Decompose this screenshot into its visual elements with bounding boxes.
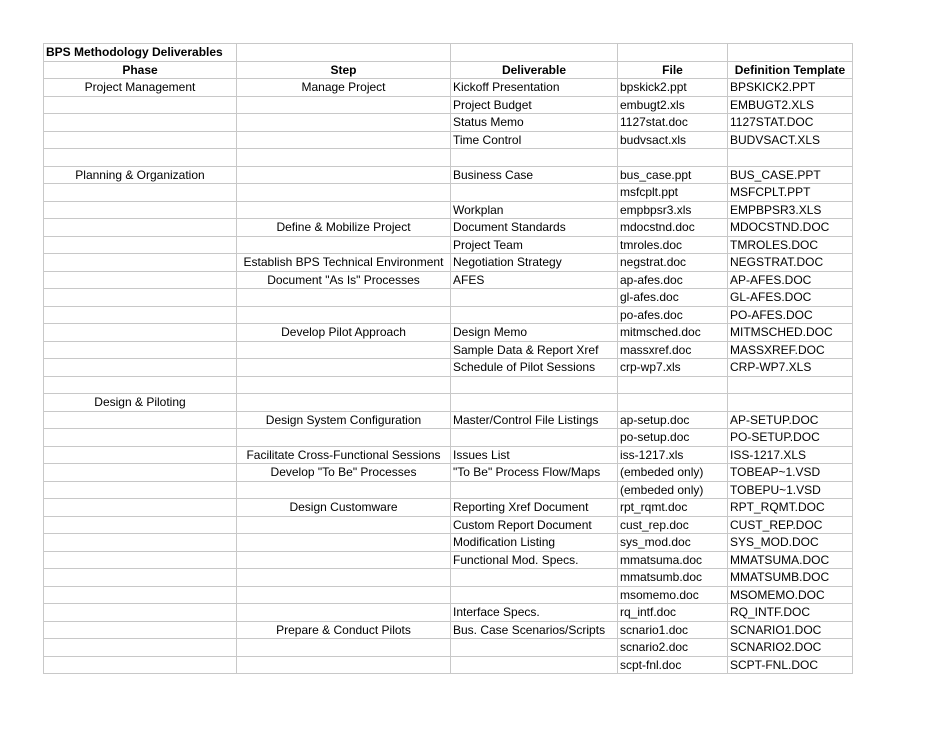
table-row bbox=[44, 184, 853, 202]
phase-cell[interactable] bbox=[44, 639, 237, 657]
table-row bbox=[44, 569, 853, 587]
step-cell[interactable] bbox=[237, 236, 451, 254]
empty-cell[interactable] bbox=[618, 44, 728, 62]
header-row bbox=[44, 61, 853, 79]
deliverable-cell[interactable]: Document Standards bbox=[451, 219, 618, 237]
file-cell[interactable]: msfcplt.ppt bbox=[618, 184, 728, 202]
table-row bbox=[44, 149, 853, 167]
deliverable-cell[interactable] bbox=[451, 569, 618, 587]
table-row bbox=[44, 499, 853, 517]
table-row bbox=[44, 96, 853, 114]
step-cell[interactable]: Establish BPS Technical Environment bbox=[237, 254, 451, 272]
step-cell[interactable] bbox=[237, 481, 451, 499]
table-row bbox=[44, 254, 853, 272]
deliverable-cell[interactable] bbox=[451, 306, 618, 324]
deliverable-cell[interactable]: Reporting Xref Document bbox=[451, 499, 618, 517]
deliverable-cell[interactable]: Modification Listing bbox=[451, 534, 618, 552]
step-cell[interactable] bbox=[237, 429, 451, 447]
deliverable-cell[interactable]: AFES bbox=[451, 271, 618, 289]
step-cell[interactable] bbox=[237, 149, 451, 167]
step-cell[interactable]: Prepare & Conduct Pilots bbox=[237, 621, 451, 639]
deliverable-cell[interactable] bbox=[451, 184, 618, 202]
phase-cell[interactable] bbox=[44, 131, 237, 149]
step-cell[interactable] bbox=[237, 341, 451, 359]
step-cell[interactable] bbox=[237, 639, 451, 657]
step-cell[interactable]: Develop Pilot Approach bbox=[237, 324, 451, 342]
empty-cell[interactable] bbox=[451, 44, 618, 62]
template-cell[interactable] bbox=[728, 394, 853, 412]
deliverable-cell[interactable]: Time Control bbox=[451, 131, 618, 149]
phase-cell[interactable] bbox=[44, 481, 237, 499]
step-cell[interactable] bbox=[237, 201, 451, 219]
file-cell[interactable]: embugt2.xls bbox=[618, 96, 728, 114]
table-row bbox=[44, 464, 853, 482]
file-cell[interactable]: budvsact.xls bbox=[618, 131, 728, 149]
file-cell[interactable]: mitmsched.doc bbox=[618, 324, 728, 342]
deliverable-cell[interactable] bbox=[451, 481, 618, 499]
template-cell[interactable]: EMPBPSR3.XLS bbox=[728, 201, 853, 219]
step-cell[interactable] bbox=[237, 359, 451, 377]
phase-cell[interactable] bbox=[44, 289, 237, 307]
template-cell[interactable] bbox=[728, 149, 853, 167]
table-row bbox=[44, 639, 853, 657]
deliverable-cell[interactable] bbox=[451, 429, 618, 447]
file-cell[interactable] bbox=[618, 376, 728, 394]
column-header-deliverable[interactable]: Deliverable bbox=[451, 61, 618, 79]
deliverable-cell[interactable]: Custom Report Document bbox=[451, 516, 618, 534]
template-cell[interactable]: MSOMEMO.DOC bbox=[728, 586, 853, 604]
title-row bbox=[44, 44, 853, 62]
step-cell[interactable]: Manage Project bbox=[237, 79, 451, 97]
table-row bbox=[44, 131, 853, 149]
table-row bbox=[44, 359, 853, 377]
template-cell[interactable]: AP-AFES.DOC bbox=[728, 271, 853, 289]
phase-cell[interactable] bbox=[44, 201, 237, 219]
step-cell[interactable] bbox=[237, 289, 451, 307]
phase-cell[interactable] bbox=[44, 429, 237, 447]
table-row bbox=[44, 79, 853, 97]
phase-cell[interactable] bbox=[44, 411, 237, 429]
template-cell[interactable]: MMATSUMB.DOC bbox=[728, 569, 853, 587]
phase-cell[interactable] bbox=[44, 254, 237, 272]
phase-cell[interactable] bbox=[44, 149, 237, 167]
phase-cell[interactable] bbox=[44, 604, 237, 622]
deliverable-cell[interactable]: "To Be" Process Flow/Maps bbox=[451, 464, 618, 482]
file-cell[interactable]: massxref.doc bbox=[618, 341, 728, 359]
file-cell[interactable]: 1127stat.doc bbox=[618, 114, 728, 132]
phase-cell[interactable] bbox=[44, 621, 237, 639]
step-cell[interactable] bbox=[237, 131, 451, 149]
file-cell[interactable]: empbpsr3.xls bbox=[618, 201, 728, 219]
phase-cell[interactable] bbox=[44, 219, 237, 237]
table-row bbox=[44, 376, 853, 394]
phase-cell[interactable]: Project Management bbox=[44, 79, 237, 97]
deliverable-cell[interactable]: Status Memo bbox=[451, 114, 618, 132]
step-cell[interactable]: Design Customware bbox=[237, 499, 451, 517]
column-header-phase[interactable]: Phase bbox=[44, 61, 237, 79]
deliverable-cell[interactable]: Master/Control File Listings bbox=[451, 411, 618, 429]
step-cell[interactable] bbox=[237, 586, 451, 604]
deliverable-cell[interactable]: Interface Specs. bbox=[451, 604, 618, 622]
table-row bbox=[44, 586, 853, 604]
table-row bbox=[44, 621, 853, 639]
step-cell[interactable] bbox=[237, 534, 451, 552]
file-cell[interactable]: negstrat.doc bbox=[618, 254, 728, 272]
file-cell[interactable]: rpt_rqmt.doc bbox=[618, 499, 728, 517]
step-cell[interactable] bbox=[237, 656, 451, 674]
table-row bbox=[44, 551, 853, 569]
table-row bbox=[44, 166, 853, 184]
deliverable-cell[interactable]: Business Case bbox=[451, 166, 618, 184]
phase-cell[interactable] bbox=[44, 446, 237, 464]
table-row bbox=[44, 236, 853, 254]
template-cell[interactable]: MSFCPLT.PPT bbox=[728, 184, 853, 202]
template-cell[interactable]: AP-SETUP.DOC bbox=[728, 411, 853, 429]
empty-cell[interactable] bbox=[237, 44, 451, 62]
deliverable-cell[interactable]: Design Memo bbox=[451, 324, 618, 342]
step-cell[interactable] bbox=[237, 376, 451, 394]
template-cell[interactable]: SCPT-FNL.DOC bbox=[728, 656, 853, 674]
template-cell[interactable]: 1127STAT.DOC bbox=[728, 114, 853, 132]
file-cell[interactable]: (embeded only) bbox=[618, 481, 728, 499]
phase-cell[interactable]: Design & Piloting bbox=[44, 394, 237, 412]
deliverable-cell[interactable] bbox=[451, 376, 618, 394]
template-cell[interactable]: CRP-WP7.XLS bbox=[728, 359, 853, 377]
table-row bbox=[44, 446, 853, 464]
step-cell[interactable] bbox=[237, 166, 451, 184]
phase-cell[interactable] bbox=[44, 324, 237, 342]
table-row bbox=[44, 201, 853, 219]
table-row bbox=[44, 341, 853, 359]
deliverable-cell[interactable]: Functional Mod. Specs. bbox=[451, 551, 618, 569]
file-cell[interactable]: sys_mod.doc bbox=[618, 534, 728, 552]
table-row bbox=[44, 604, 853, 622]
file-cell[interactable]: po-afes.doc bbox=[618, 306, 728, 324]
deliverables-spreadsheet bbox=[43, 43, 853, 674]
deliverable-cell[interactable]: Issues List bbox=[451, 446, 618, 464]
step-cell[interactable] bbox=[237, 96, 451, 114]
step-cell[interactable]: Facilitate Cross-Functional Sessions bbox=[237, 446, 451, 464]
table-row bbox=[44, 289, 853, 307]
template-cell[interactable]: TOBEAP~1.VSD bbox=[728, 464, 853, 482]
deliverable-cell[interactable] bbox=[451, 394, 618, 412]
deliverable-cell[interactable] bbox=[451, 149, 618, 167]
sheet-title[interactable]: BPS Methodology Deliverables bbox=[44, 44, 237, 62]
template-cell[interactable]: CUST_REP.DOC bbox=[728, 516, 853, 534]
file-cell[interactable]: cust_rep.doc bbox=[618, 516, 728, 534]
template-cell[interactable]: SCNARIO1.DOC bbox=[728, 621, 853, 639]
file-cell[interactable] bbox=[618, 149, 728, 167]
template-cell[interactable]: MMATSUMA.DOC bbox=[728, 551, 853, 569]
file-cell[interactable]: iss-1217.xls bbox=[618, 446, 728, 464]
step-cell[interactable] bbox=[237, 604, 451, 622]
phase-cell[interactable] bbox=[44, 516, 237, 534]
deliverable-cell[interactable]: Project Budget bbox=[451, 96, 618, 114]
table-row bbox=[44, 534, 853, 552]
step-cell[interactable] bbox=[237, 306, 451, 324]
table-row bbox=[44, 306, 853, 324]
template-cell[interactable]: TMROLES.DOC bbox=[728, 236, 853, 254]
step-cell[interactable] bbox=[237, 394, 451, 412]
table-row bbox=[44, 219, 853, 237]
step-cell[interactable] bbox=[237, 569, 451, 587]
table-row bbox=[44, 271, 853, 289]
phase-cell[interactable] bbox=[44, 376, 237, 394]
template-cell[interactable]: EMBUGT2.XLS bbox=[728, 96, 853, 114]
template-cell[interactable]: PO-AFES.DOC bbox=[728, 306, 853, 324]
template-cell[interactable]: MASSXREF.DOC bbox=[728, 341, 853, 359]
file-cell[interactable]: tmroles.doc bbox=[618, 236, 728, 254]
file-cell[interactable]: scnario1.doc bbox=[618, 621, 728, 639]
file-cell[interactable]: (embeded only) bbox=[618, 464, 728, 482]
file-cell[interactable]: bpskick2.ppt bbox=[618, 79, 728, 97]
table-row bbox=[44, 481, 853, 499]
deliverable-cell[interactable]: Kickoff Presentation bbox=[451, 79, 618, 97]
template-cell[interactable]: GL-AFES.DOC bbox=[728, 289, 853, 307]
deliverable-cell[interactable]: Sample Data & Report Xref bbox=[451, 341, 618, 359]
phase-cell[interactable] bbox=[44, 534, 237, 552]
table-row bbox=[44, 516, 853, 534]
file-cell[interactable]: mmatsumb.doc bbox=[618, 569, 728, 587]
file-cell[interactable]: msomemo.doc bbox=[618, 586, 728, 604]
deliverable-cell[interactable] bbox=[451, 586, 618, 604]
phase-cell[interactable] bbox=[44, 551, 237, 569]
file-cell[interactable]: bus_case.ppt bbox=[618, 166, 728, 184]
template-cell[interactable]: BPSKICK2.PPT bbox=[728, 79, 853, 97]
template-cell[interactable]: SCNARIO2.DOC bbox=[728, 639, 853, 657]
table-row bbox=[44, 656, 853, 674]
template-cell[interactable]: TOBEPU~1.VSD bbox=[728, 481, 853, 499]
deliverable-cell[interactable] bbox=[451, 289, 618, 307]
column-header-file[interactable]: File bbox=[618, 61, 728, 79]
step-cell[interactable] bbox=[237, 516, 451, 534]
step-cell[interactable]: Define & Mobilize Project bbox=[237, 219, 451, 237]
file-cell[interactable]: crp-wp7.xls bbox=[618, 359, 728, 377]
deliverable-cell[interactable]: Negotiation Strategy bbox=[451, 254, 618, 272]
deliverable-cell[interactable]: Workplan bbox=[451, 201, 618, 219]
table-row bbox=[44, 394, 853, 412]
table-row bbox=[44, 114, 853, 132]
template-cell[interactable]: NEGSTRAT.DOC bbox=[728, 254, 853, 272]
table-row bbox=[44, 324, 853, 342]
phase-cell[interactable]: Planning & Organization bbox=[44, 166, 237, 184]
phase-cell[interactable] bbox=[44, 341, 237, 359]
file-cell[interactable]: gl-afes.doc bbox=[618, 289, 728, 307]
phase-cell[interactable] bbox=[44, 96, 237, 114]
file-cell[interactable]: mmatsuma.doc bbox=[618, 551, 728, 569]
template-cell[interactable]: MDOCSTND.DOC bbox=[728, 219, 853, 237]
phase-cell[interactable] bbox=[44, 114, 237, 132]
file-cell[interactable]: scnario2.doc bbox=[618, 639, 728, 657]
template-cell[interactable]: BUDVSACT.XLS bbox=[728, 131, 853, 149]
template-cell[interactable]: BUS_CASE.PPT bbox=[728, 166, 853, 184]
file-cell[interactable]: ap-setup.doc bbox=[618, 411, 728, 429]
file-cell[interactable]: rq_intf.doc bbox=[618, 604, 728, 622]
phase-cell[interactable] bbox=[44, 586, 237, 604]
file-cell[interactable]: po-setup.doc bbox=[618, 429, 728, 447]
template-cell[interactable] bbox=[728, 376, 853, 394]
template-cell[interactable]: RPT_RQMT.DOC bbox=[728, 499, 853, 517]
template-cell[interactable]: MITMSCHED.DOC bbox=[728, 324, 853, 342]
step-cell[interactable]: Develop "To Be" Processes bbox=[237, 464, 451, 482]
step-cell[interactable]: Design System Configuration bbox=[237, 411, 451, 429]
deliverable-cell[interactable]: Schedule of Pilot Sessions bbox=[451, 359, 618, 377]
table-row bbox=[44, 429, 853, 447]
file-cell[interactable]: ap-afes.doc bbox=[618, 271, 728, 289]
phase-cell[interactable] bbox=[44, 499, 237, 517]
template-cell[interactable]: RQ_INTF.DOC bbox=[728, 604, 853, 622]
step-cell[interactable] bbox=[237, 184, 451, 202]
file-cell[interactable] bbox=[618, 394, 728, 412]
deliverable-cell[interactable] bbox=[451, 639, 618, 657]
deliverable-cell[interactable]: Project Team bbox=[451, 236, 618, 254]
step-cell[interactable] bbox=[237, 114, 451, 132]
phase-cell[interactable] bbox=[44, 656, 237, 674]
column-header-step[interactable]: Step bbox=[237, 61, 451, 79]
deliverable-cell[interactable]: Bus. Case Scenarios/Scripts bbox=[451, 621, 618, 639]
step-cell[interactable] bbox=[237, 551, 451, 569]
phase-cell[interactable] bbox=[44, 306, 237, 324]
phase-cell[interactable] bbox=[44, 569, 237, 587]
file-cell[interactable]: scpt-fnl.doc bbox=[618, 656, 728, 674]
phase-cell[interactable] bbox=[44, 184, 237, 202]
table-row bbox=[44, 411, 853, 429]
step-cell[interactable]: Document "As Is" Processes bbox=[237, 271, 451, 289]
phase-cell[interactable] bbox=[44, 271, 237, 289]
template-cell[interactable]: SYS_MOD.DOC bbox=[728, 534, 853, 552]
phase-cell[interactable] bbox=[44, 236, 237, 254]
phase-cell[interactable] bbox=[44, 464, 237, 482]
template-cell[interactable]: ISS-1217.XLS bbox=[728, 446, 853, 464]
column-header-definition-template[interactable]: Definition Template bbox=[728, 61, 853, 79]
deliverable-cell[interactable] bbox=[451, 656, 618, 674]
template-cell[interactable]: PO-SETUP.DOC bbox=[728, 429, 853, 447]
file-cell[interactable]: mdocstnd.doc bbox=[618, 219, 728, 237]
phase-cell[interactable] bbox=[44, 359, 237, 377]
empty-cell[interactable] bbox=[728, 44, 853, 62]
